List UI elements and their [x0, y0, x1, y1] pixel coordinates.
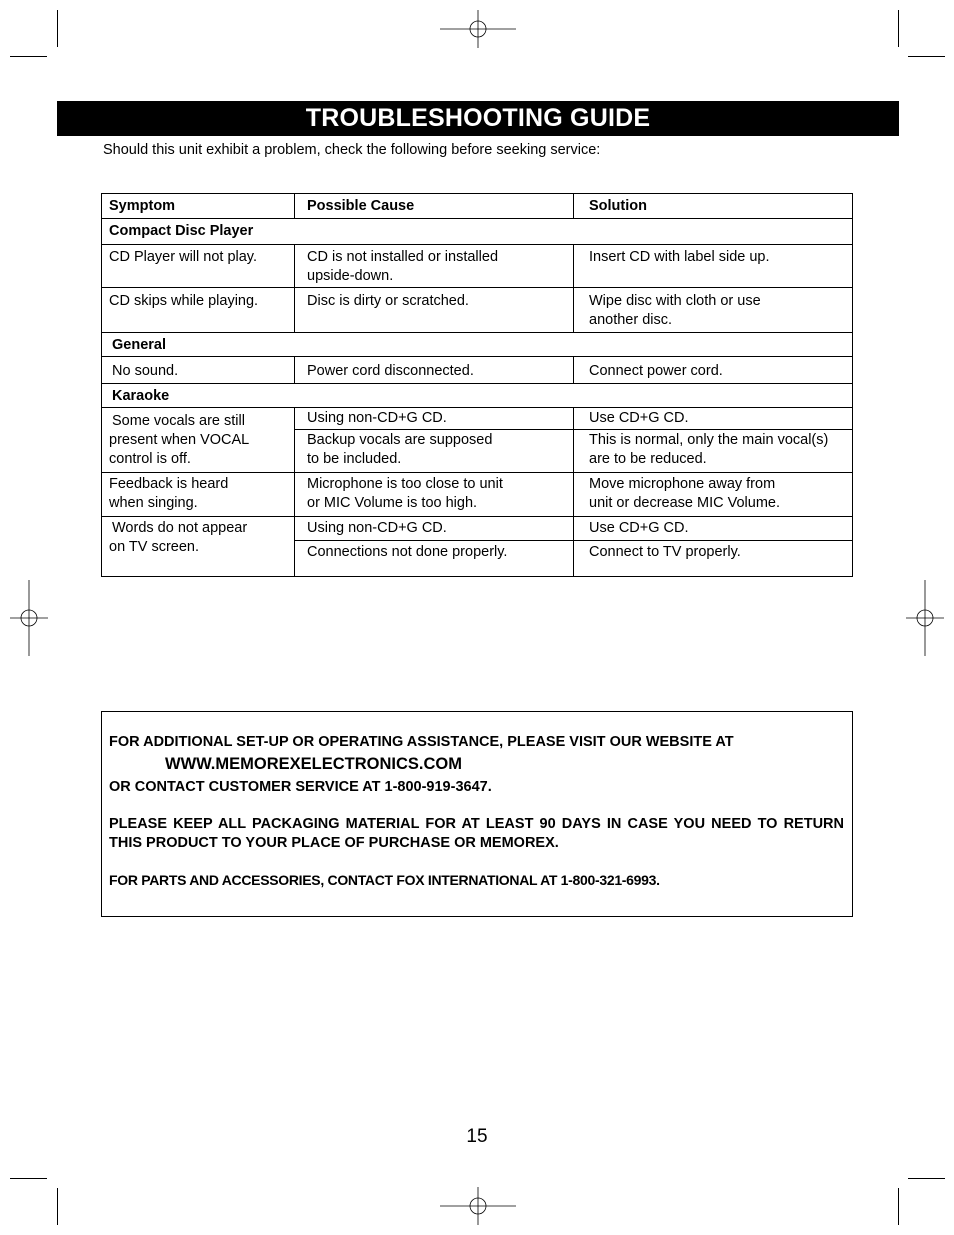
solution-cell: Connect power cord. [589, 363, 723, 379]
crop-mark [57, 10, 58, 47]
symptom-cell: No sound. [112, 363, 179, 379]
registration-mark-icon [440, 10, 516, 48]
cause-cell: CD is not installed or installed [307, 249, 499, 265]
crop-mark [898, 10, 899, 47]
solution-cell: unit or decrease MIC Volume. [589, 495, 781, 511]
symptom-cell: CD skips while playing. [109, 293, 259, 309]
crop-mark [10, 1178, 47, 1179]
header-cause: Possible Cause [307, 198, 415, 214]
page-title: TROUBLESHOOTING GUIDE [57, 101, 899, 136]
header-symptom: Symptom [109, 198, 176, 214]
solution-cell: another disc. [589, 312, 673, 328]
column-divider [294, 244, 295, 333]
registration-mark-icon [906, 580, 944, 656]
assistance-text: FOR ADDITIONAL SET-UP OR OPERATING ASSISTANCE, PLEASE VISIT OUR WEBSITE AT [109, 734, 734, 750]
solution-cell: Insert CD with label side up. [589, 249, 770, 265]
cause-cell: Disc is dirty or scratched. [307, 293, 469, 309]
section-compact-disc: Compact Disc Player [109, 223, 254, 239]
solution-cell: Use CD+G CD. [589, 410, 689, 426]
crop-mark [908, 56, 945, 57]
row-divider [101, 244, 853, 245]
solution-cell: Wipe disc with cloth or use [589, 293, 761, 309]
symptom-cell: Feedback is heard [109, 476, 229, 492]
symptom-cell: Words do not appear [112, 520, 248, 536]
cause-cell: Backup vocals are supposed [307, 432, 493, 448]
row-divider [101, 516, 853, 517]
solution-cell: Connect to TV properly. [589, 544, 741, 560]
row-divider [101, 407, 853, 408]
column-divider [573, 356, 574, 384]
cause-cell: Microphone is too close to unit [307, 476, 503, 492]
registration-mark-icon [440, 1187, 516, 1225]
solution-cell: This is normal, only the main vocal(s) [589, 432, 829, 448]
row-divider [101, 332, 853, 333]
table-border [101, 576, 853, 577]
cause-cell: Using non-CD+G CD. [307, 410, 447, 426]
row-divider [101, 383, 853, 384]
symptom-cell: CD Player will not play. [109, 249, 258, 265]
table-border [852, 193, 853, 577]
cause-cell: Power cord disconnected. [307, 363, 474, 379]
table-border [101, 193, 102, 577]
section-karaoke: Karaoke [112, 388, 170, 404]
row-divider [101, 287, 853, 288]
intro-text: Should this unit exhibit a problem, check the following before seeking service: [103, 142, 601, 158]
column-divider [294, 193, 295, 219]
column-divider [573, 193, 574, 219]
crop-mark [10, 56, 47, 57]
row-divider [101, 472, 853, 473]
page-number: 15 [466, 1126, 488, 1147]
symptom-cell: on TV screen. [109, 539, 200, 555]
column-divider [573, 244, 574, 333]
solution-cell: are to be reduced. [589, 451, 707, 467]
column-divider [294, 356, 295, 384]
symptom-cell: present when VOCAL [109, 432, 250, 448]
packaging-notice: PLEASE KEEP ALL PACKAGING MATERIAL FOR AT LEAST 90 DAYS IN CASE YOU NEED TO RETURN THIS PRODUCT TO YOUR PLACE OF PURCHASE OR MEMOREX. [109, 816, 844, 851]
cause-cell: Using non-CD+G CD. [307, 520, 447, 536]
row-divider [101, 218, 853, 219]
registration-mark-icon [10, 580, 48, 656]
cause-cell: to be included. [307, 451, 402, 467]
cause-cell: Connections not done properly. [307, 544, 508, 560]
solution-cell: Move microphone away from [589, 476, 776, 492]
crop-mark [57, 1188, 58, 1225]
symptom-cell: when singing. [109, 495, 198, 511]
symptom-cell: Some vocals are still [112, 413, 245, 429]
header-solution: Solution [589, 198, 647, 214]
parts-accessories-text: FOR PARTS AND ACCESSORIES, CONTACT FOX INTERNATIONAL AT 1-800-321-6993. [109, 872, 660, 888]
website-link[interactable]: WWW.MEMOREXELECTRONICS.COM [165, 755, 462, 773]
symptom-cell: control is off. [109, 451, 191, 467]
cause-cell: upside-down. [307, 268, 394, 284]
column-divider [573, 407, 574, 577]
cause-cell: or MIC Volume is too high. [307, 495, 478, 511]
customer-service-text: OR CONTACT CUSTOMER SERVICE AT 1-800-919-3647. [109, 779, 492, 795]
crop-mark [898, 1188, 899, 1225]
row-divider [101, 356, 853, 357]
solution-cell: Use CD+G CD. [589, 520, 689, 536]
section-general: General [112, 337, 166, 353]
crop-mark [908, 1178, 945, 1179]
table-border [101, 193, 853, 194]
column-divider [294, 407, 295, 577]
